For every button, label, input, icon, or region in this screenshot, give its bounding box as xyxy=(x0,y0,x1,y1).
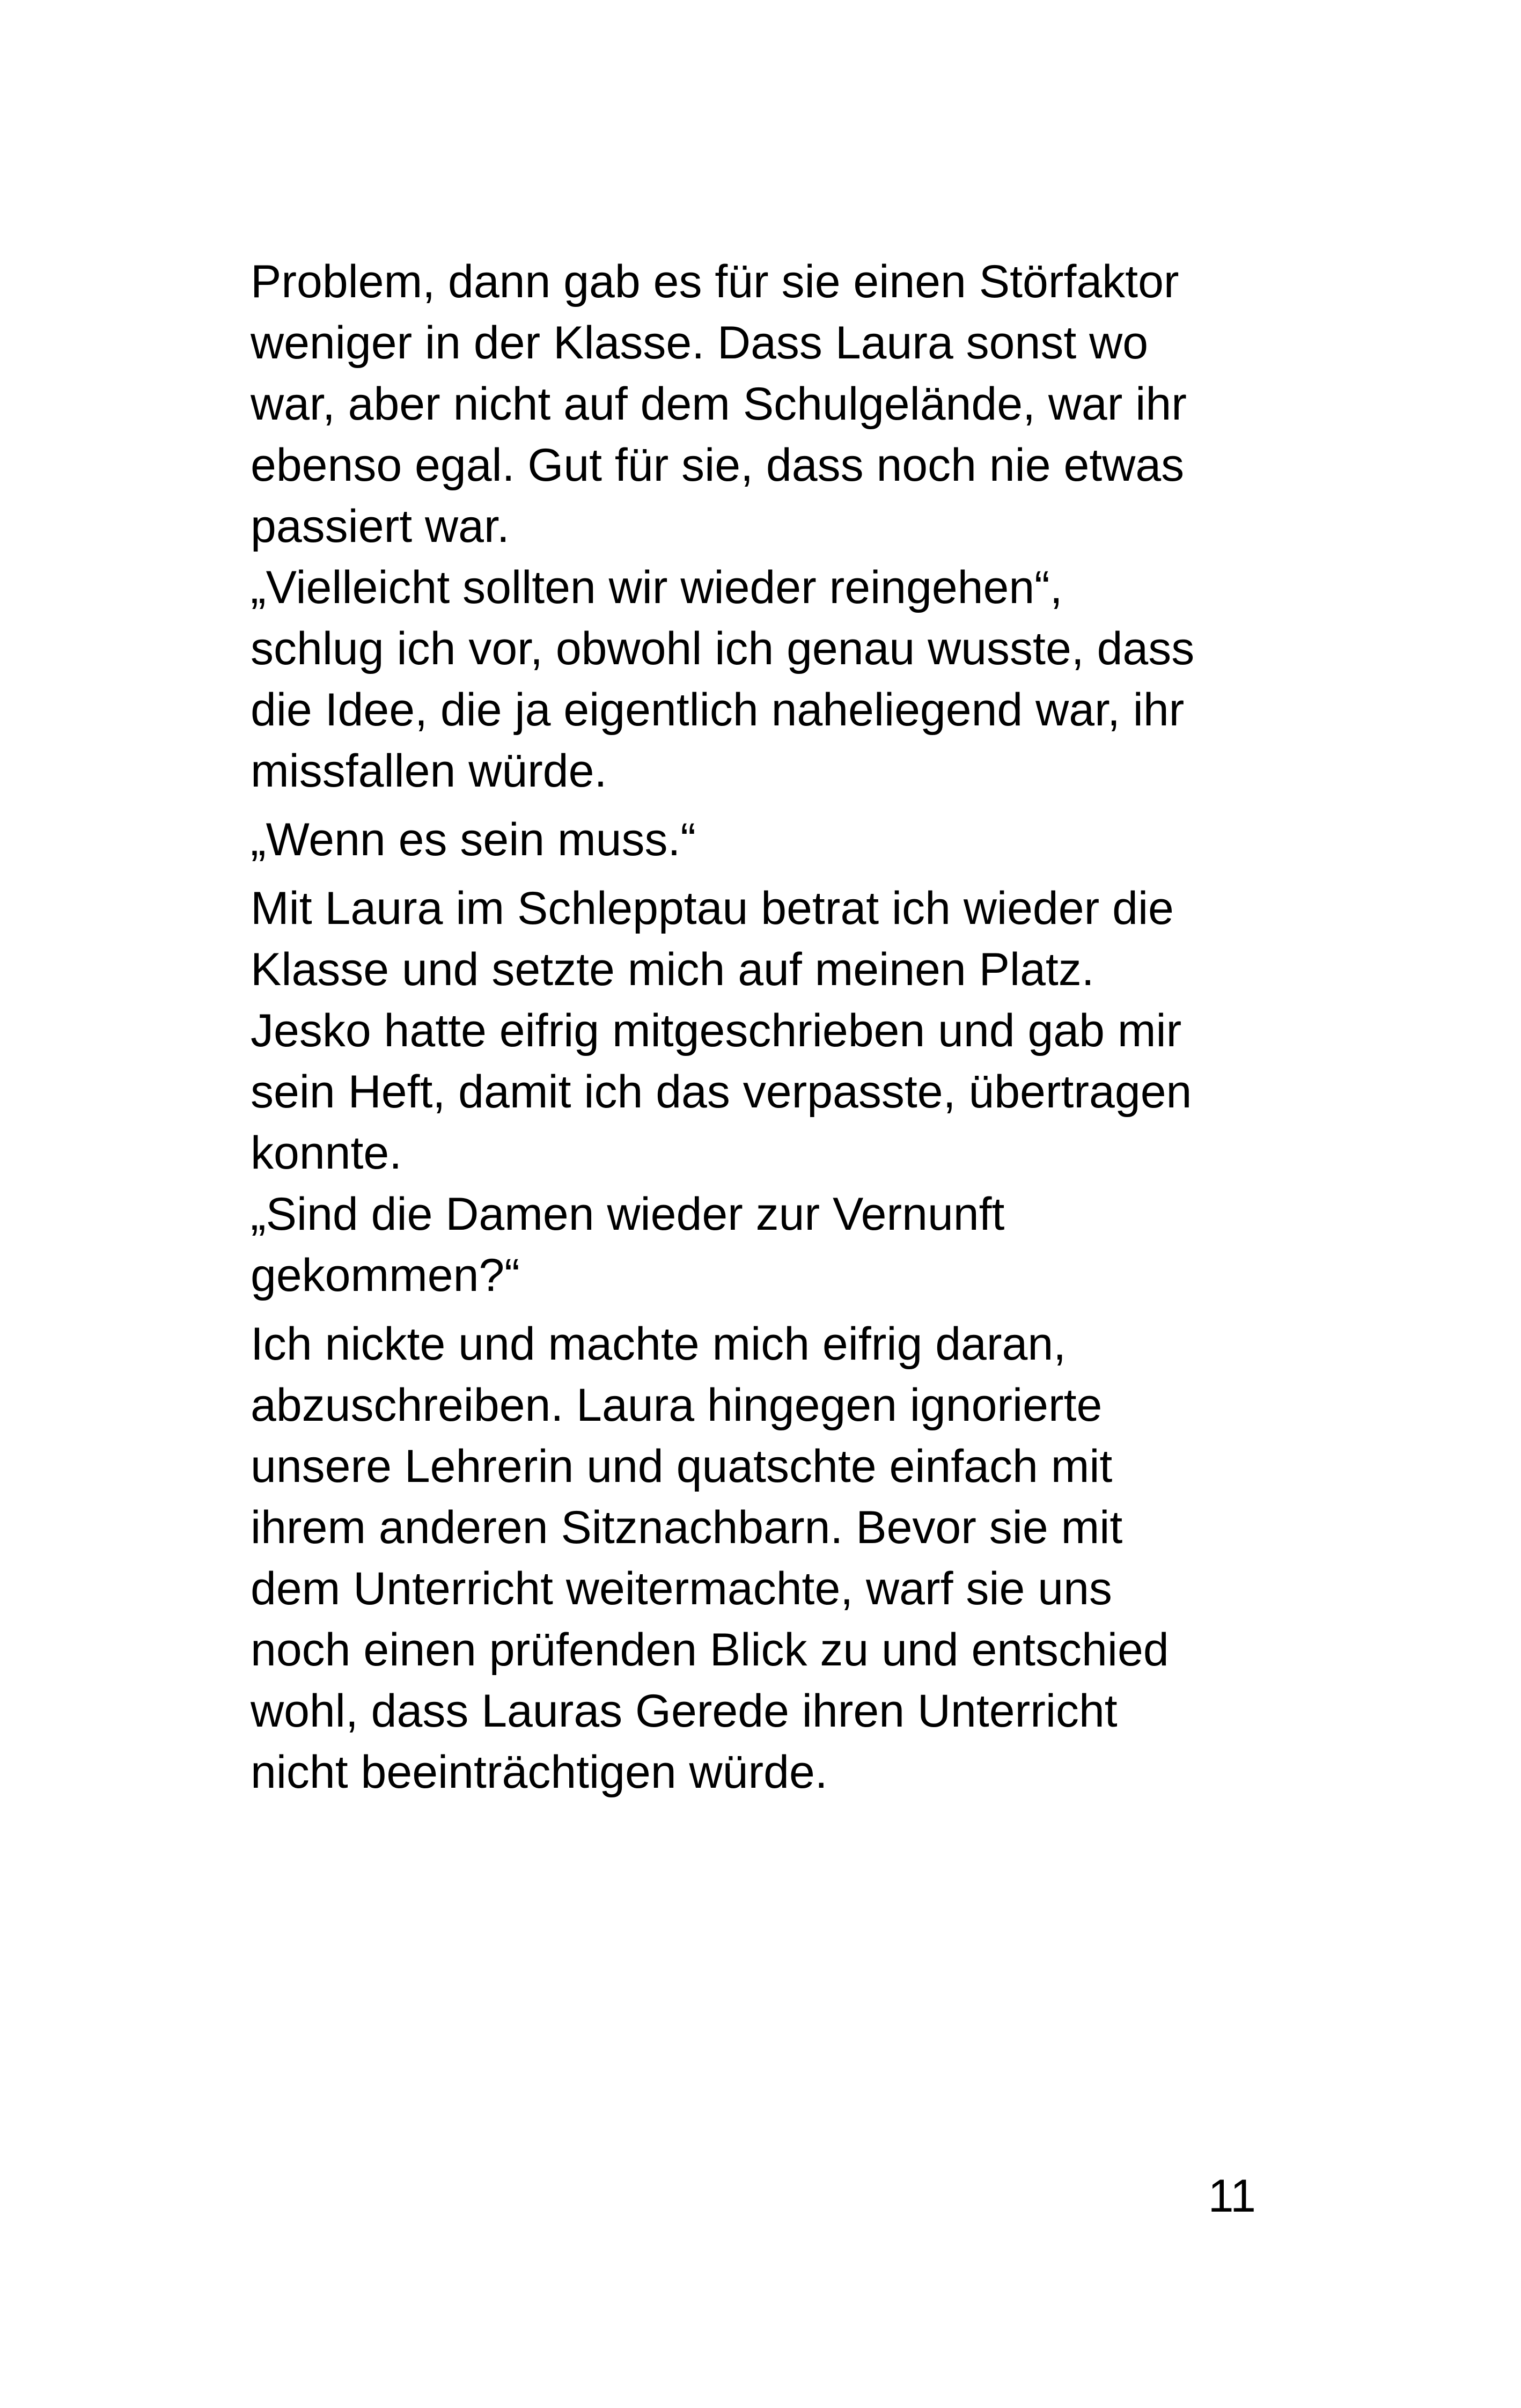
text-line: „Wenn es sein muss.“ xyxy=(251,814,696,865)
text-line: ebenso egal. Gut für sie, dass noch nie etwas xyxy=(251,439,1185,491)
text-line: unsere Lehrerin und quatschte einfach mit xyxy=(251,1441,1113,1492)
text-line: noch einen prüfenden Blick zu und entschied xyxy=(251,1624,1169,1676)
text-line: sein Heft, damit ich das verpasste, übertragen xyxy=(251,1066,1192,1118)
text-line: Jesko hatte eifrig mitgeschrieben und gab mir xyxy=(251,1005,1182,1056)
text-line: die Idee, die ja eigentlich naheliegend war, ihr xyxy=(251,684,1185,736)
text-line: „Sind die Damen wieder zur Vernunft xyxy=(251,1188,1005,1240)
text-line: wohl, dass Lauras Gerede ihren Unterricht xyxy=(251,1685,1118,1737)
text-line: war, aber nicht auf dem Schulgelände, war ihr xyxy=(251,378,1187,430)
text-line: schlug ich vor, obwohl ich genau wusste, dass xyxy=(251,623,1195,674)
text-line: Ich nickte und machte mich eifrig daran, xyxy=(251,1318,1067,1370)
text-line: konnte. xyxy=(251,1127,402,1179)
page-number: 11 xyxy=(1208,2170,1256,2222)
text-line: gekommen?“ xyxy=(251,1250,520,1301)
text-line: abzuschreiben. Laura hingegen ignorierte xyxy=(251,1379,1103,1431)
text-line: Mit Laura im Schlepptau betrat ich wieder die xyxy=(251,883,1174,934)
text-line: ihrem anderen Sitznachbarn. Bevor sie mit xyxy=(251,1502,1123,1553)
text-line: missfallen würde. xyxy=(251,745,607,797)
text-line: Klasse und setzte mich auf meinen Platz. xyxy=(251,944,1094,995)
text-line: dem Unterricht weitermachte, warf sie uns xyxy=(251,1563,1112,1614)
body-text xyxy=(251,251,1302,1803)
text-line: passiert war. xyxy=(251,501,510,552)
text-line: Problem, dann gab es für sie einen Störfaktor xyxy=(251,256,1179,307)
text-line: weniger in der Klasse. Dass Laura sonst wo xyxy=(251,317,1149,369)
text-line: „Vielleicht sollten wir wieder reingehen“, xyxy=(251,562,1063,613)
text-line: nicht beeinträchtigen würde. xyxy=(251,1746,828,1798)
